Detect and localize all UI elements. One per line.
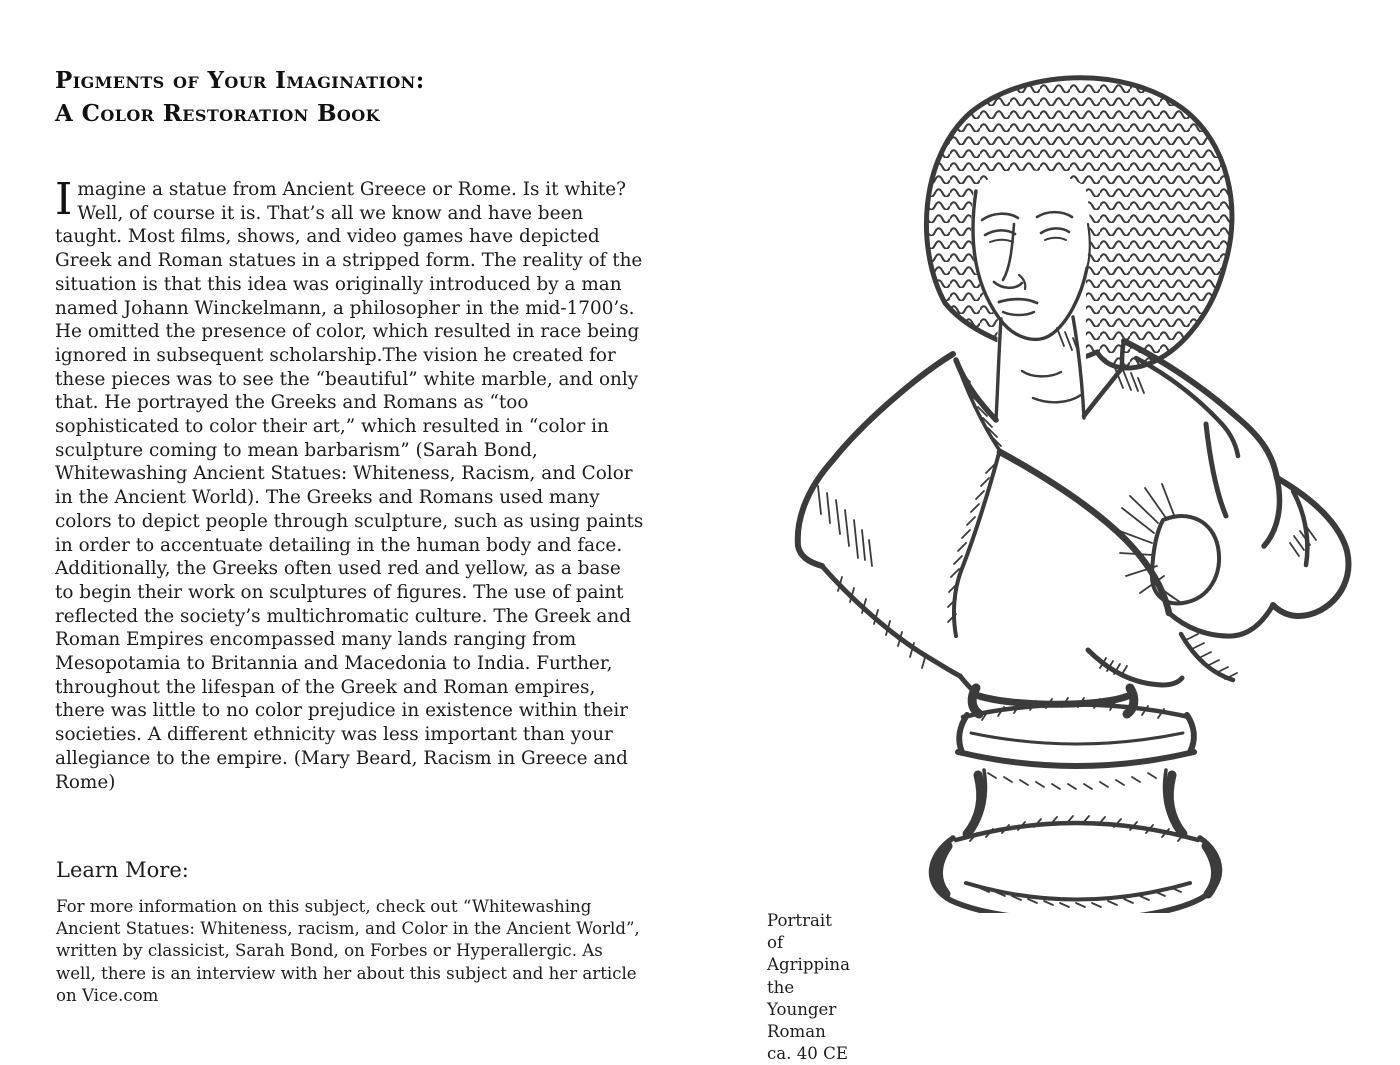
band-lower-hatching xyxy=(988,773,1156,789)
caption-date: ca. 40 CE xyxy=(767,1044,848,1064)
title-line-1: Pigments of Your Imagination: xyxy=(55,67,425,94)
face xyxy=(971,170,1090,423)
body-text: magine a statue from Ancient Greece or Rome. Is it white? Well, of course it is. That’s all we know and have been taught. Most films, shows, and video games have depicted Greek and Roman statues in a stripped form. The reality of the situation is that this idea was originally introduced by a man named Johann Winckelmann, a philosopher in the mid-1700’s. He omitted the presence of color, which resulted in race being ignored in subsequent scholarship.The vision he created for these pieces was to see the “beautiful” white marble, and only that. He portrayed the Greeks and Romans as “too sophisticated to color their art,” which resulted in “color in sculpture coming to mean barbarism” (Sarah Bond, Whitewashing Ancient Statues: Whiteness, Racism, and Color in the Ancient World). The Greeks and Romans used many colors to depict people through sculpture, such as using paints in order to accentuate detailing in the human body and face. Additionally, the Greeks often used red and yellow, as a base to begin their work on sculptures of figures. The use of paint reflected the society’s multichromatic culture. The Greek and Roman Empires encompassed many lands ranging from Mesopotamia to Britannia and Macedonia to India. Further, throughout the lifespan of the Greek and Roman empires, there was little to no color prejudice in existence within their societies. A different ethnicity was less important than your allegiance to the empire. (Mary Beard, Racism in Greece and Rome) xyxy=(55,179,644,793)
caption-title: Portrait of Agrippina the Younger xyxy=(767,911,850,1019)
shoulder-hatching xyxy=(818,486,872,566)
title-line-2: A Color Restoration Book xyxy=(55,100,380,127)
body-paragraph xyxy=(55,174,645,794)
caption-culture: Roman xyxy=(767,1022,826,1042)
bust-illustration xyxy=(770,28,1370,913)
dropcap-letter: I xyxy=(55,174,73,225)
bust-sketch xyxy=(798,78,1349,913)
right-crescent-hatching xyxy=(1186,634,1237,679)
figure-caption xyxy=(767,910,850,1065)
right-fold-hatching xyxy=(1290,526,1316,556)
learn-more-paragraph: For more information on this subject, check out “Whitewashing Ancient Statues: Whiteness, racism, and Color in the Ancient World”, written by classicist, Sarah Bond, on Forbes or Hyperallergic. As well, there is an interview with her about this subject and her article on Vice.com xyxy=(56,897,640,1005)
learn-more-heading: Learn More: xyxy=(56,858,189,882)
page-title xyxy=(55,64,425,130)
